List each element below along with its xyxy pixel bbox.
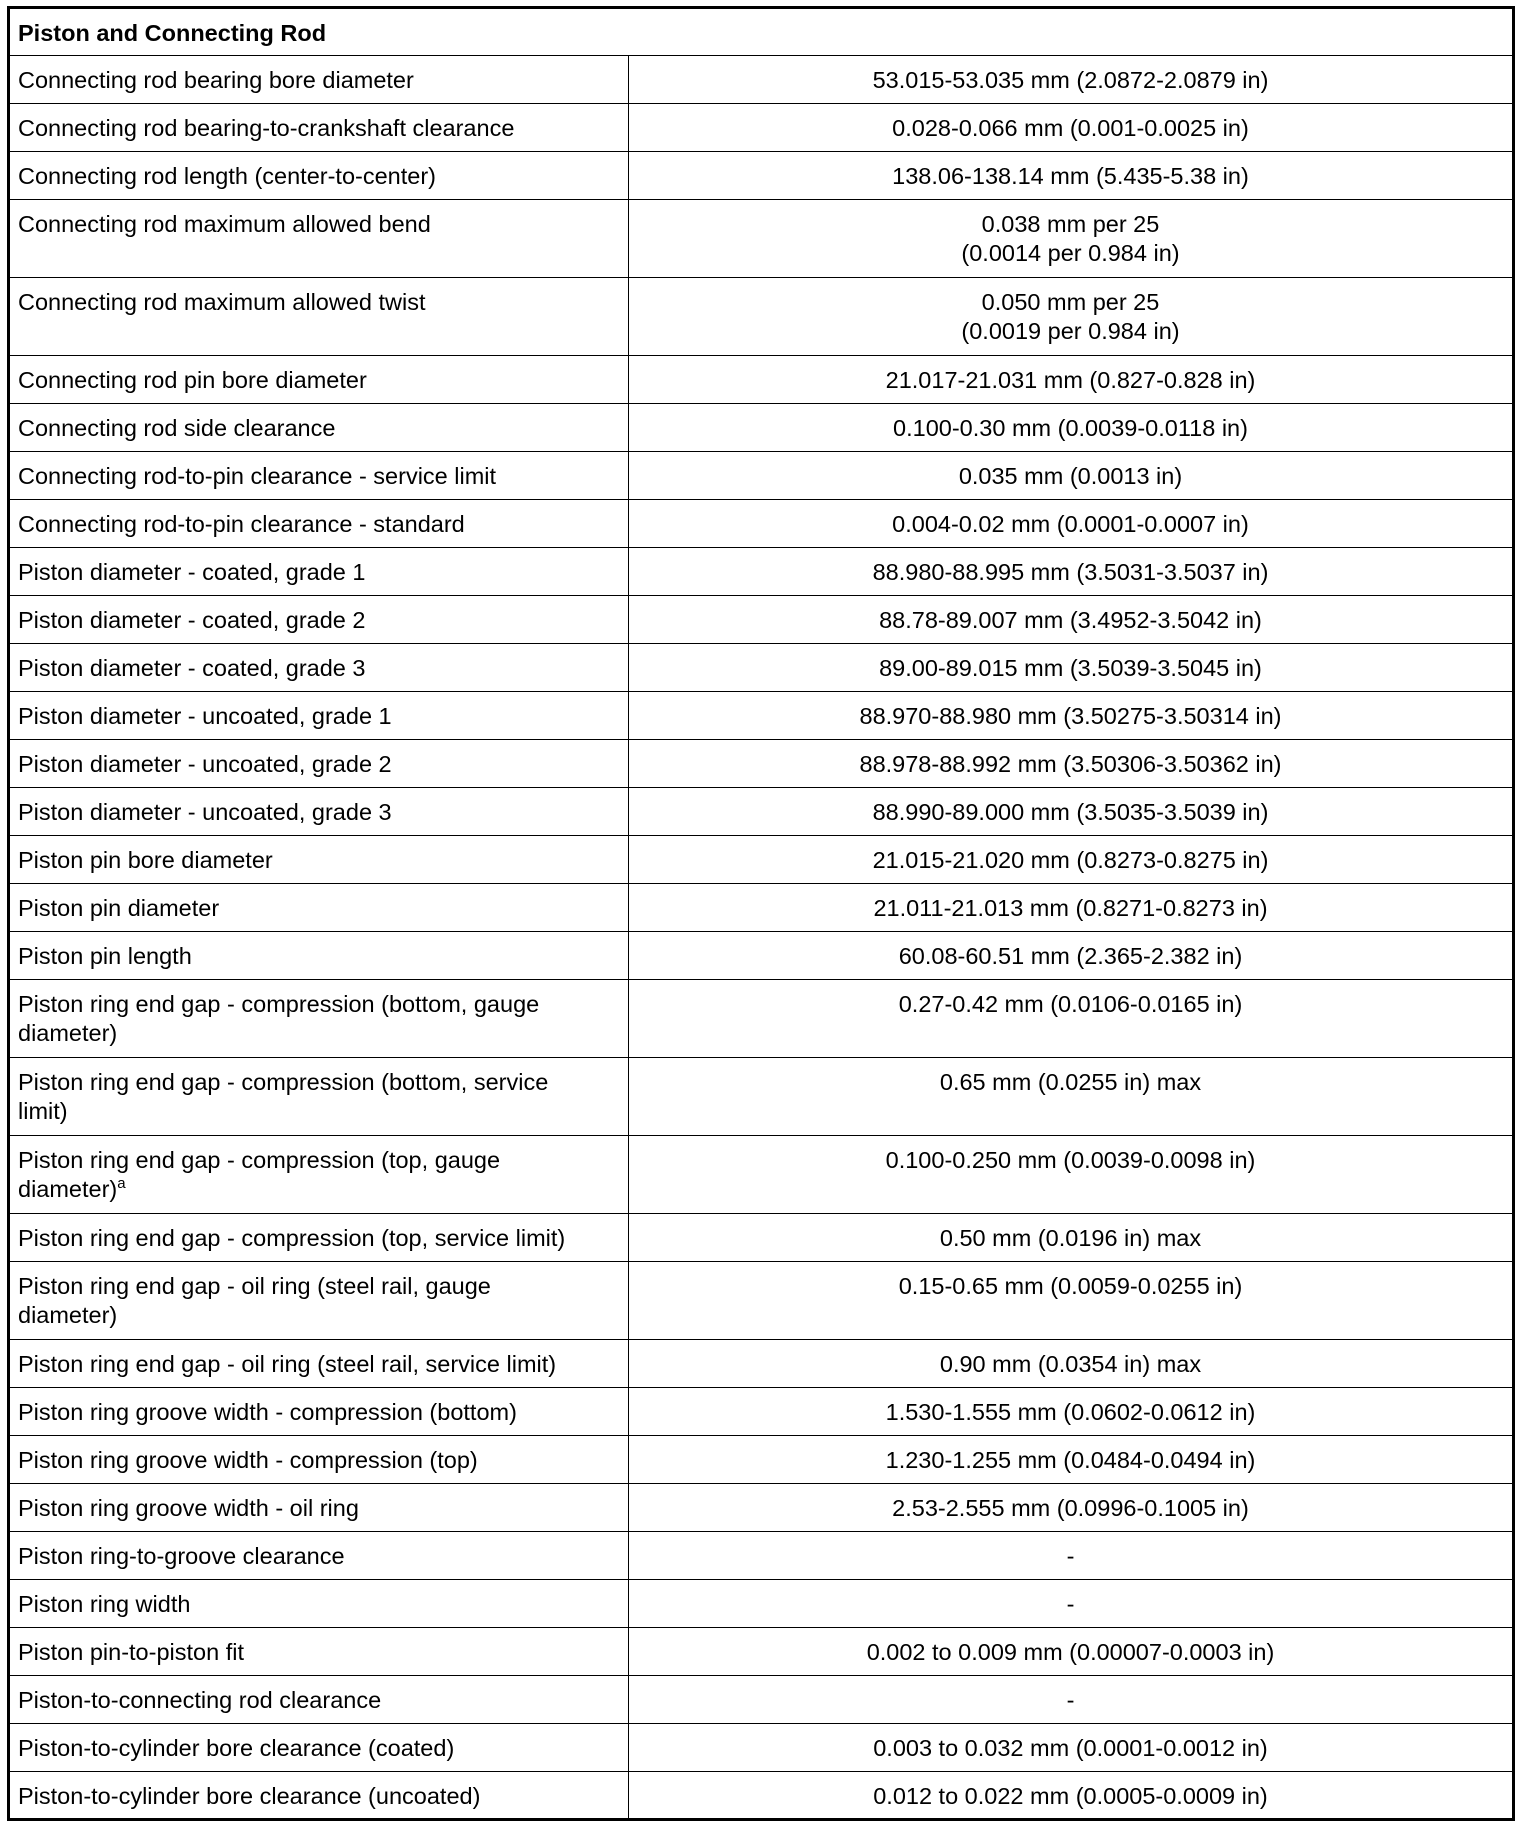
spec-value (629, 152, 1514, 200)
table-row (9, 278, 1514, 356)
spec-value-line: - (1066, 1591, 1075, 1617)
spec-name (9, 596, 629, 644)
spec-value (629, 1580, 1514, 1628)
spec-name (9, 404, 629, 452)
spec-name-line: Piston pin diameter (18, 895, 220, 921)
spec-value-line: 0.012 to 0.022 mm (0.0005-0.0009 in) (873, 1783, 1268, 1809)
spec-name (9, 644, 629, 692)
spec-value (629, 692, 1514, 740)
spec-value (629, 500, 1514, 548)
table-row (9, 1532, 1514, 1580)
table-row (9, 740, 1514, 788)
spec-name (9, 1214, 629, 1262)
spec-name (9, 1340, 629, 1388)
spec-name (9, 500, 629, 548)
spec-value (629, 1676, 1514, 1724)
spec-name-line: Piston diameter - uncoated, grade 1 (18, 703, 392, 729)
spec-value-line: 0.035 mm (0.0013 in) (958, 463, 1183, 489)
table-row (9, 1628, 1514, 1676)
table-row (9, 1340, 1514, 1388)
spec-value-line: (0.0019 per 0.984 in) (961, 318, 1180, 344)
spec-value-line: 0.050 mm per 25 (981, 289, 1160, 315)
spec-name-line: Piston pin length (18, 943, 192, 969)
spec-name-line: Connecting rod-to-pin clearance - standard (18, 511, 465, 537)
table-row (9, 1058, 1514, 1136)
spec-value (629, 1436, 1514, 1484)
spec-value (629, 548, 1514, 596)
spec-name-line: Piston pin bore diameter (18, 847, 273, 873)
table-row (9, 500, 1514, 548)
spec-value (629, 740, 1514, 788)
spec-value-line: 88.978-88.992 mm (3.50306-3.50362 in) (859, 751, 1282, 777)
spec-name (9, 740, 629, 788)
spec-value (629, 56, 1514, 104)
spec-name (9, 104, 629, 152)
spec-name (9, 1436, 629, 1484)
table-row (9, 644, 1514, 692)
table-row (9, 1262, 1514, 1340)
spec-value (629, 104, 1514, 152)
spec-name (9, 1484, 629, 1532)
spec-value-line: 88.980-88.995 mm (3.5031-3.5037 in) (872, 559, 1269, 585)
spec-name-line: Piston ring groove width - compression (bottom) (18, 1399, 517, 1425)
table-title: Piston and Connecting Rod (9, 8, 1514, 56)
spec-value (629, 884, 1514, 932)
spec-name-line: Piston diameter - uncoated, grade 2 (18, 751, 392, 777)
spec-name-line: Piston-to-connecting rod clearance (18, 1687, 382, 1713)
spec-value (629, 1262, 1514, 1340)
table-row (9, 980, 1514, 1058)
table-row (9, 692, 1514, 740)
spec-name-line: Connecting rod-to-pin clearance - service limit (18, 463, 497, 489)
spec-value-line: 60.08-60.51 mm (2.365-2.382 in) (898, 943, 1243, 969)
spec-name-line: Piston diameter - coated, grade 3 (18, 655, 366, 681)
spec-value-line: 0.15-0.65 mm (0.0059-0.0255 in) (898, 1273, 1243, 1299)
spec-name (9, 1772, 629, 1820)
spec-value (629, 1058, 1514, 1136)
spec-value-line: 89.00-89.015 mm (3.5039-3.5045 in) (879, 655, 1262, 681)
spec-name-line: Piston ring groove width - oil ring (18, 1495, 359, 1521)
spec-table-body (9, 8, 1514, 1820)
spec-name-line: Piston-to-cylinder bore clearance (uncoated) (18, 1783, 481, 1809)
table-row (9, 200, 1514, 278)
spec-value (629, 356, 1514, 404)
table-row (9, 1436, 1514, 1484)
spec-name (9, 1580, 629, 1628)
table-row (9, 1580, 1514, 1628)
table-row (9, 836, 1514, 884)
spec-name (9, 1136, 629, 1214)
spec-name-line: Connecting rod pin bore diameter (18, 367, 367, 393)
spec-value-line: 53.015-53.035 mm (2.0872-2.0879 in) (872, 67, 1269, 93)
spec-value (629, 1772, 1514, 1820)
spec-name (9, 884, 629, 932)
spec-value-line: 0.003 to 0.032 mm (0.0001-0.0012 in) (873, 1735, 1268, 1761)
spec-value-line: 138.06-138.14 mm (5.435-5.38 in) (892, 163, 1249, 189)
table-row (9, 1772, 1514, 1820)
spec-value (629, 200, 1514, 278)
spec-value (629, 596, 1514, 644)
spec-name (9, 980, 629, 1058)
spec-name (9, 356, 629, 404)
spec-name-line: Piston ring width (18, 1591, 191, 1617)
spec-value-line: 2.53-2.555 mm (0.0996-0.1005 in) (892, 1495, 1249, 1521)
spec-name (9, 152, 629, 200)
table-row (9, 1136, 1514, 1214)
spec-name-line: Connecting rod length (center-to-center) (18, 163, 436, 189)
table-row (9, 884, 1514, 932)
spec-name-line: Connecting rod side clearance (18, 415, 336, 441)
spec-value (629, 980, 1514, 1058)
spec-name-line: Piston ring groove width - compression (top) (18, 1447, 478, 1473)
spec-value (629, 1136, 1514, 1214)
spec-name-line: Piston ring end gap - compression (bottom, service (18, 1069, 549, 1095)
spec-name-line: Connecting rod maximum allowed twist (18, 289, 426, 315)
spec-value-line: 0.004-0.02 mm (0.0001-0.0007 in) (892, 511, 1249, 537)
spec-value-line: 0.65 mm (0.0255 in) max (939, 1069, 1202, 1095)
spec-value-line: 21.015-21.020 mm (0.8273-0.8275 in) (872, 847, 1269, 873)
spec-name-line: Piston-to-cylinder bore clearance (coated) (18, 1735, 455, 1761)
spec-name-line: Piston pin-to-piston fit (18, 1639, 244, 1665)
table-row (9, 548, 1514, 596)
spec-name (9, 1676, 629, 1724)
spec-name (9, 452, 629, 500)
spec-name (9, 200, 629, 278)
spec-value-line: 0.100-0.30 mm (0.0039-0.0118 in) (893, 415, 1248, 441)
spec-name-line: limit) (18, 1098, 68, 1124)
spec-value (629, 1214, 1514, 1262)
table-row (9, 452, 1514, 500)
spec-name (9, 278, 629, 356)
spec-value-line: 88.78-89.007 mm (3.4952-3.5042 in) (879, 607, 1262, 633)
spec-name-line: diameter) (18, 1020, 118, 1046)
spec-name-line: Piston diameter - coated, grade 1 (18, 559, 366, 585)
spec-value (629, 1484, 1514, 1532)
table-row (9, 356, 1514, 404)
spec-value-line: 0.028-0.066 mm (0.001-0.0025 in) (892, 115, 1249, 141)
spec-value (629, 1532, 1514, 1580)
spec-name (9, 932, 629, 980)
table-row (9, 1388, 1514, 1436)
table-row (9, 56, 1514, 104)
spec-name-line: Piston ring end gap - compression (top, service limit) (18, 1225, 566, 1251)
spec-value-line: 1.230-1.255 mm (0.0484-0.0494 in) (885, 1447, 1256, 1473)
spec-name-line: Piston ring-to-groove clearance (18, 1543, 345, 1569)
spec-value-line: 21.011-21.013 mm (0.8271-0.8273 in) (873, 895, 1268, 921)
spec-value-line: 88.990-89.000 mm (3.5035-3.5039 in) (872, 799, 1269, 825)
table-title-row (9, 8, 1514, 56)
footnote-marker: a (117, 1175, 126, 1193)
table-row (9, 1484, 1514, 1532)
table-row (9, 1724, 1514, 1772)
spec-name (9, 1532, 629, 1580)
spec-name (9, 1058, 629, 1136)
table-row (9, 788, 1514, 836)
table-row (9, 596, 1514, 644)
spec-name (9, 548, 629, 596)
table-row (9, 1676, 1514, 1724)
spec-value (629, 932, 1514, 980)
table-row (9, 104, 1514, 152)
spec-name-line: Piston diameter - coated, grade 2 (18, 607, 366, 633)
spec-value-line: 88.970-88.980 mm (3.50275-3.50314 in) (859, 703, 1282, 729)
spec-value-line: 0.002 to 0.009 mm (0.00007-0.0003 in) (866, 1639, 1275, 1665)
spec-name (9, 788, 629, 836)
spec-value (629, 788, 1514, 836)
spec-value-line: 0.27-0.42 mm (0.0106-0.0165 in) (898, 991, 1243, 1017)
spec-value (629, 404, 1514, 452)
spec-value-line: (0.0014 per 0.984 in) (961, 240, 1180, 266)
spec-name (9, 56, 629, 104)
spec-name-line: Piston diameter - uncoated, grade 3 (18, 799, 392, 825)
spec-value (629, 452, 1514, 500)
spec-name-line: Connecting rod maximum allowed bend (18, 211, 431, 237)
spec-value (629, 278, 1514, 356)
spec-value (629, 1628, 1514, 1676)
spec-value (629, 836, 1514, 884)
spec-value-line: 21.017-21.031 mm (0.827-0.828 in) (885, 367, 1256, 393)
spec-name-line: Connecting rod bearing-to-crankshaft clearance (18, 115, 515, 141)
spec-value-line: - (1066, 1543, 1075, 1569)
spec-name (9, 1724, 629, 1772)
table-row (9, 152, 1514, 200)
spec-value-line: 0.038 mm per 25 (981, 211, 1160, 237)
spec-name-line: diameter) (18, 1302, 118, 1328)
spec-value (629, 1724, 1514, 1772)
spec-name-line: Piston ring end gap - compression (top, gauge (18, 1147, 501, 1173)
spec-value (629, 1340, 1514, 1388)
table-row (9, 932, 1514, 980)
spec-table (7, 6, 1515, 1821)
spec-value-line: 0.100-0.250 mm (0.0039-0.0098 in) (885, 1147, 1256, 1173)
spec-name (9, 836, 629, 884)
spec-name-line: diameter) (18, 1176, 118, 1202)
spec-value-line: - (1066, 1687, 1075, 1713)
spec-name (9, 1388, 629, 1436)
spec-name (9, 1262, 629, 1340)
table-row (9, 404, 1514, 452)
spec-value-line: 0.90 mm (0.0354 in) max (939, 1351, 1202, 1377)
table-row (9, 1214, 1514, 1262)
spec-value (629, 1388, 1514, 1436)
spec-value-line: 0.50 mm (0.0196 in) max (939, 1225, 1202, 1251)
spec-name-line: Piston ring end gap - oil ring (steel rail, gauge (18, 1273, 491, 1299)
spec-value-line: 1.530-1.555 mm (0.0602-0.0612 in) (885, 1399, 1256, 1425)
spec-name (9, 1628, 629, 1676)
spec-name-line: Connecting rod bearing bore diameter (18, 67, 414, 93)
spec-name (9, 692, 629, 740)
spec-name-line: Piston ring end gap - oil ring (steel rail, service limit) (18, 1351, 557, 1377)
spec-name-line: Piston ring end gap - compression (bottom, gauge (18, 991, 540, 1017)
spec-value (629, 644, 1514, 692)
